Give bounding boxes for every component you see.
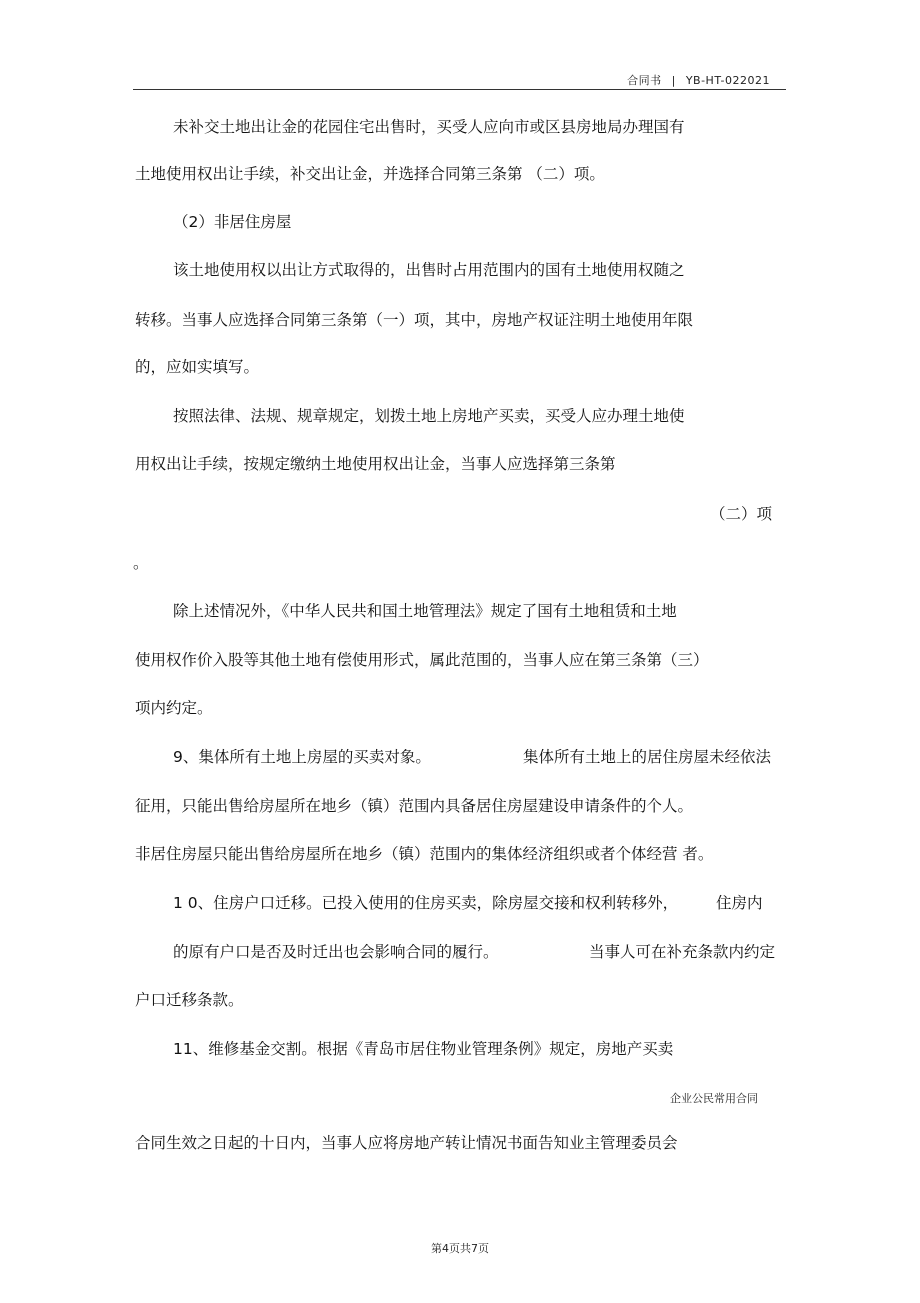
header-label: 合同书 [627, 74, 662, 87]
p2-line2: 转移。当事人应选择合同第三条第（一）项，其中，房地产权证注明土地使用年限 [135, 311, 694, 329]
p6-line3: 户口迁移条款。 [135, 991, 244, 1009]
p1-line1: 未补交土地出让金的花园住宅出售时，买受人应向市或区县房地局办理国有 [173, 118, 685, 136]
p6-line1-right: 住房内 [716, 894, 763, 912]
p2-line3: 的，应如实填写。 [135, 358, 260, 376]
section-heading: （2）非居住房屋 [173, 213, 292, 231]
header-code: YB-HT-022021 [685, 74, 770, 87]
p3-line1: 按照法律、法规、规章规定，划拨土地上房地产买卖，买受人应办理土地使 [173, 407, 685, 425]
p7-line1: 11、维修基金交割。根据《青岛市居住物业管理条例》规定，房地产买卖 [173, 1040, 674, 1058]
p6-line2-left: 的原有户口是否及时迁出也会影响合同的履行。 [173, 943, 499, 961]
p5-line1-left: 9、集体所有土地上房屋的买卖对象。 [173, 748, 431, 766]
p4-line2: 使用权作价入股等其他土地有偿使用形式，属此范围的，当事人应在第三条第（三） [135, 651, 709, 669]
p4-line3: 项内约定。 [135, 699, 213, 717]
p2-line1: 该土地使用权以出让方式取得的，出售时占用范围内的国有土地使用权随之 [173, 261, 685, 279]
header-separator: | [671, 74, 676, 87]
footer-note: 企业公民常用合同 [670, 1092, 758, 1105]
p1-line2: 土地使用权出让手续，补交出让金，并选择合同第三条第 （二）项。 [135, 165, 605, 183]
page-number: 第4页共7页 [431, 1242, 489, 1255]
p5-line3: 非居住房屋只能出售给房屋所在地乡（镇）范围内的集体经济组织或者个体经营 者。 [135, 845, 714, 863]
header-divider [133, 89, 786, 90]
p3-line2: 用权出让手续，按规定缴纳土地使用权出让金，当事人应选择第三条第 [135, 455, 616, 473]
p3-line4: 。 [133, 554, 149, 572]
document-header [627, 72, 770, 88]
p3-line3: （二）项 [709, 505, 772, 523]
p5-line2: 征用，只能出售给房屋所在地乡（镇）范围内具备居住房屋建设申请条件的个人。 [135, 797, 694, 815]
p4-line1: 除上述情况外，《中华人民共和国土地管理法》规定了国有土地租赁和土地 [173, 602, 677, 620]
p7-line2: 合同生效之日起的十日内，当事人应将房地产转让情况书面告知业主管理委员会 [135, 1134, 678, 1152]
p5-line1-right: 集体所有土地上的居住房屋未经依法 [523, 748, 772, 766]
p6-line1-left: 1 0、住房户口迁移。已投入使用的住房买卖，除房屋交接和权利转移外， [173, 894, 679, 912]
p6-line2-right: 当事人可在补充条款内约定 [589, 943, 776, 961]
